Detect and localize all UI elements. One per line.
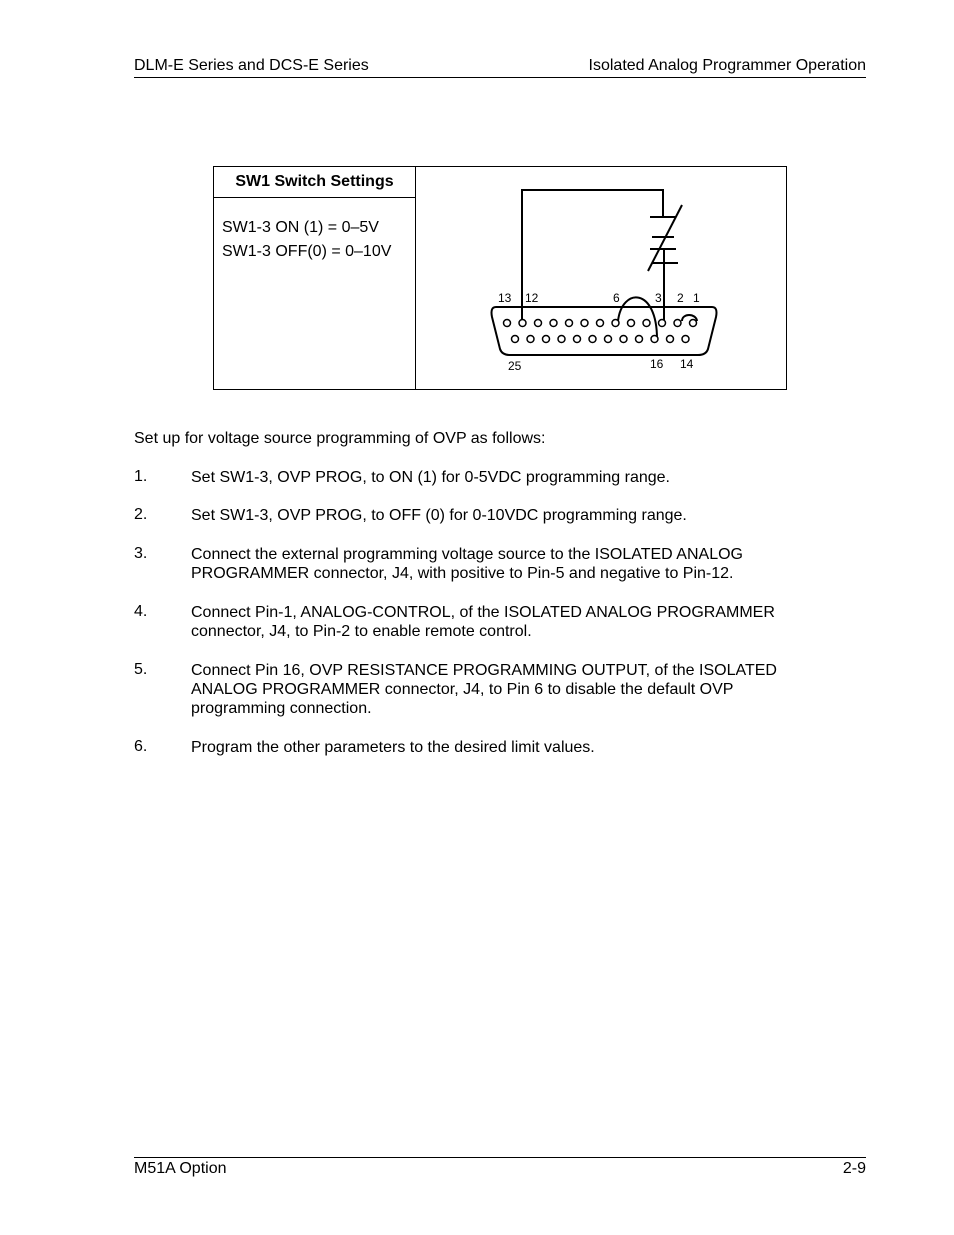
switch-settings-table (213, 166, 787, 390)
pin-label: 6 (613, 291, 620, 305)
connector-pin (651, 336, 658, 343)
page-number: 2-9 (842, 1160, 866, 1177)
setting-line: SW1-3 ON (1) = 0–5V (222, 219, 379, 236)
connector-pin (519, 320, 526, 327)
pin-label: 2 (677, 291, 684, 305)
step-number: 5. (134, 661, 148, 678)
step-text: Set SW1-3, OVP PROG, to ON (1) for 0-5VDC programming range. (191, 469, 670, 486)
intro-text: Set up for voltage source programming of OVP as follows: (134, 430, 546, 447)
connector-pin (504, 320, 511, 327)
wire-pin12 (522, 190, 663, 321)
step-text: Connect Pin 16, OVP RESISTANCE PROGRAMMING OUTPUT, of the ISOLATED ANALOG PROGRAMMER connector, J4, to Pin 6 to disable the default OVP programming connection. (191, 662, 777, 717)
connector-pin (628, 320, 635, 327)
table-heading: SW1 Switch Settings (214, 167, 415, 198)
footer-option: M51A Option (134, 1160, 227, 1177)
connector-pin (566, 320, 573, 327)
connector-pin (597, 320, 604, 327)
step-number: 4. (134, 603, 148, 620)
step-text: Program the other parameters to the desired limit values. (191, 739, 595, 756)
connector-pin (690, 320, 697, 327)
setting-line: SW1-3 OFF(0) = 0–10V (222, 243, 392, 260)
settings-column (214, 167, 416, 389)
connector-pin (543, 336, 550, 343)
connector-pin (682, 336, 689, 343)
connector-pin (512, 336, 519, 343)
page-footer (134, 1157, 866, 1177)
page-header (134, 57, 866, 78)
connector-diagram (416, 167, 786, 389)
header-section: Isolated Analog Programmer Operation (588, 57, 866, 74)
connector-pin (589, 336, 596, 343)
connector-pin (612, 320, 619, 327)
connector-pin (558, 336, 565, 343)
connector-pin (527, 336, 534, 343)
pin-label: 14 (680, 357, 694, 371)
pin-label: 3 (655, 291, 662, 305)
pin-label: 16 (650, 357, 664, 371)
pin-label: 25 (508, 359, 522, 373)
step-number: 1. (134, 468, 148, 485)
connector-pin (674, 320, 681, 327)
connector-pin (581, 320, 588, 327)
connector-pin (605, 336, 612, 343)
connector-pin (667, 336, 674, 343)
connector-pin (550, 320, 557, 327)
step-number: 3. (134, 545, 148, 562)
step-text: Connect Pin-1, ANALOG-CONTROL, of the ISOLATED ANALOG PROGRAMMER connector, J4, to Pin-2 to enable remote control. (191, 604, 775, 640)
step-number: 6. (134, 738, 148, 755)
pin-label: 12 (525, 291, 539, 305)
step-text: Set SW1-3, OVP PROG, to OFF (0) for 0-10VDC programming range. (191, 507, 687, 524)
step-number: 2. (134, 506, 148, 523)
pin-label: 13 (498, 291, 512, 305)
header-title: DLM-E Series and DCS-E Series (134, 57, 369, 74)
connector-pin (636, 336, 643, 343)
db25-shell (492, 307, 717, 355)
pin-label: 1 (693, 291, 700, 305)
step-text: Connect the external programming voltage source to the ISOLATED ANALOG PROGRAMMER connector, J4, with positive to Pin-5 and negative to Pin-12. (191, 546, 743, 582)
connector-pin (535, 320, 542, 327)
connector-pin (620, 336, 627, 343)
connector-pin (659, 320, 666, 327)
connector-pin (574, 336, 581, 343)
jumper-16-6 (618, 297, 657, 339)
connector-pin (643, 320, 650, 327)
